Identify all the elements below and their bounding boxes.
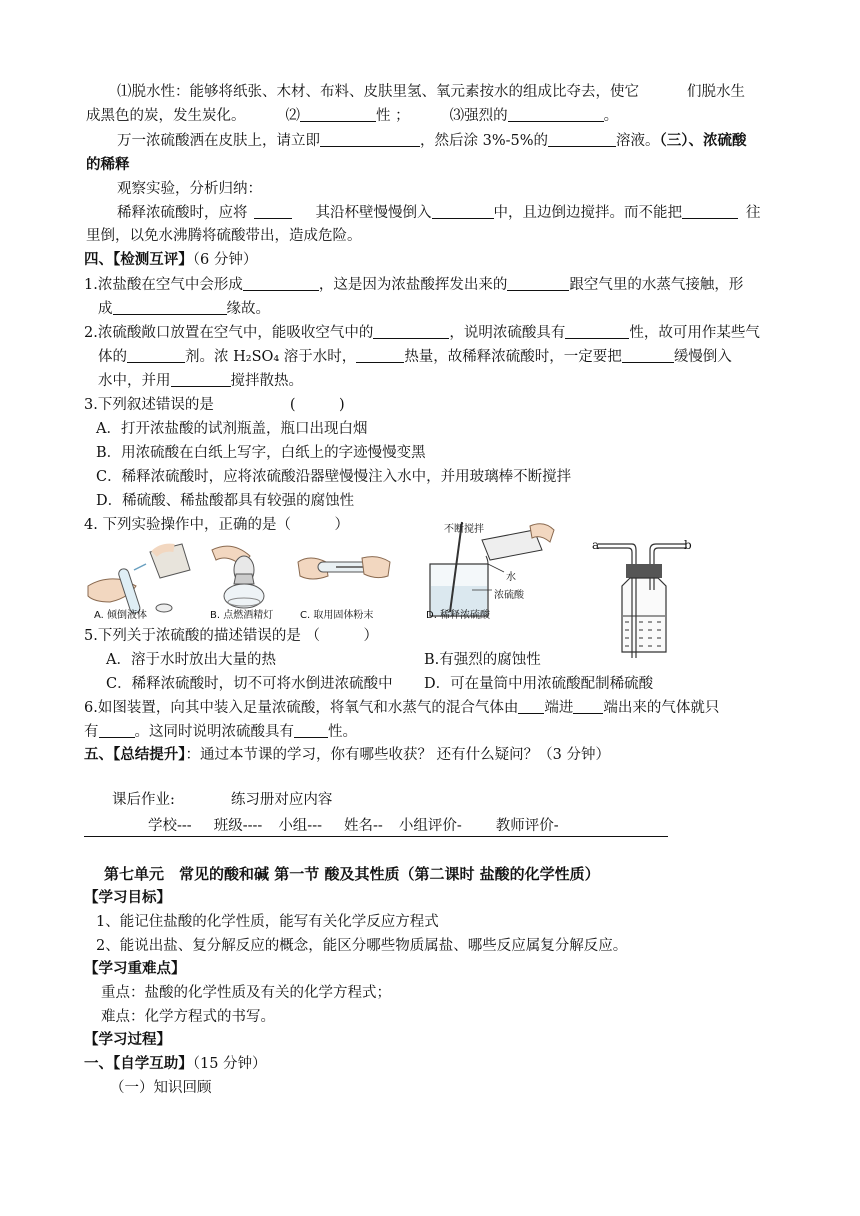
q5-option-a: A．溶于水时放出大量的热 (106, 652, 276, 668)
q1-text-5: 缘故。 (226, 301, 270, 317)
q2-blank-5[interactable] (622, 347, 674, 363)
figure-d-stir-label: 不断搅拌 (444, 524, 484, 535)
q2-text-4: 体的 (98, 349, 127, 365)
learning-goals-heading: 【学习目标】 (84, 890, 171, 906)
learning-goal-2: 2、能说出盐、复分解反应的概念，能区分哪些物质属盐、哪些反应属复分解反应。 (96, 938, 628, 954)
dilution-text-4: 往 (746, 205, 761, 221)
q1-blank-1[interactable] (243, 275, 319, 291)
question-4: 4. 下列实验操作中，正确的是（ ） (84, 517, 349, 533)
q2-blank-2[interactable] (565, 323, 629, 339)
self-study-title: 一、【自学互助】 (84, 1056, 193, 1072)
self-study-time: （15 分钟） (192, 1056, 267, 1072)
q2-blank-3[interactable] (127, 347, 185, 363)
q2-text-5: 剂。浓 H₂SO₄ 溶于水时， (185, 349, 357, 365)
figure-b-label: B. 点燃酒精灯 (210, 610, 274, 621)
q2-text-3: 性，故可用作某些气 (629, 325, 760, 341)
q6-blank-4[interactable] (294, 722, 328, 738)
carbonization-text: 成黑色的炭，发生炭化。 (86, 108, 246, 124)
dilution-line (117, 203, 761, 223)
q6-text-5: 。这同时说明浓硫酸具有 (134, 724, 294, 740)
question-1-line-2 (98, 299, 270, 319)
section5-heading (84, 745, 610, 765)
q5-option-d: D．可在量筒中用浓硫酸配制稀硫酸 (424, 676, 654, 692)
section5-text: ：通过本节课的学习，你有哪些收获？ 还有什么疑问？（3 分钟） (185, 747, 610, 763)
q1-blank-2[interactable] (507, 275, 569, 291)
dilution-text: 稀释浓硫酸时，应将 (117, 205, 248, 221)
blank-property-2[interactable] (300, 106, 376, 122)
q2-text-6: 热量，故稀释浓硫酸时，一定要把 (404, 349, 622, 365)
figure-d-water-label: 水 (506, 572, 516, 583)
section4-heading (84, 250, 257, 270)
question-3 (84, 395, 345, 415)
lesson2-title: 第七单元 常见的酸和碱 第一节 酸及其性质（第二课时 盐酸的化学性质） (104, 865, 600, 883)
q1-text-4: 成 (98, 301, 113, 317)
dilution-text-2: 其沿杯壁慢慢倒入 (315, 205, 432, 221)
homework-line (112, 790, 332, 810)
item2-text: 性 ； (376, 108, 410, 124)
q1-text-2: ，这是因为浓盐酸挥发出来的 (318, 277, 508, 293)
q1-blank-3[interactable] (113, 299, 227, 315)
q6-text-6: 性。 (328, 724, 357, 740)
figure-diluting-acid (422, 520, 572, 620)
figure-lighting-lamp (202, 540, 292, 612)
eval-school: 学校--- (148, 818, 192, 834)
apparatus-label-a: a (592, 538, 600, 552)
q3-answer-paren[interactable]: ( ) (289, 397, 345, 413)
q6-text: 6.如图装置，向其中装入足量浓硫酸，将氧气和水蒸气的混合气体由 (84, 700, 519, 716)
figure-a-label: A. 倾倒液体 (94, 610, 148, 621)
homework-label: 课后作业: (112, 792, 175, 808)
q2-text-2: ，说明浓硫酸具有 (449, 325, 566, 341)
item2-marker: ⑵ (285, 108, 300, 124)
eval-class: 班级---- (213, 818, 263, 834)
homework-content: 练习册对应内容 (230, 792, 333, 808)
eval-teacher-review: 教师评价- (495, 818, 559, 834)
q2-text-8: 水中，并用 (98, 373, 171, 389)
question-2-line-1 (84, 323, 760, 343)
item3-end: 。 (603, 108, 619, 124)
eval-group-review: 小组评价- (398, 818, 462, 834)
dehydration-text: ⑴脱水性：能够将纸张、木材、布料、皮肤里氢、氧元素按水的组成比夺去，使它 (117, 84, 639, 100)
learning-process-heading: 【学习过程】 (84, 1032, 171, 1048)
first-aid-text: 万一浓硫酸洒在皮肤上，请立即 (117, 133, 320, 149)
q2-blank-6[interactable] (171, 371, 231, 387)
divider (84, 836, 668, 837)
blank-property-3[interactable] (508, 106, 604, 122)
dehydration-line-2 (86, 106, 618, 126)
solution-text: 溶液。 (616, 133, 660, 149)
blank-first-aid[interactable] (320, 131, 420, 147)
figure-d-label: D. 稀释浓硫酸 (426, 610, 491, 621)
eval-group: 小组--- (278, 818, 323, 834)
question-5: 5.下列关于浓硫酸的描述错误的是 （ ） (84, 628, 378, 644)
evaluation-line (148, 816, 559, 836)
blank-solution[interactable] (548, 131, 616, 147)
apparatus-label-b: b (684, 538, 692, 552)
q6-blank-2[interactable] (573, 698, 603, 714)
q2-text-7: 缓慢倒入 (673, 349, 732, 365)
q1-text-3: 跟空气里的水蒸气接触，形 (569, 277, 744, 293)
question-6-line-2 (84, 722, 357, 742)
section5-title: 五、【总结提升】 (84, 747, 186, 763)
q3-option-d: D．稀硫酸、稀盐酸都具有较强的腐蚀性 (96, 493, 355, 509)
figure-c-label: C. 取用固体粉末 (300, 610, 374, 621)
section4-title: 四、【检测互评】 (84, 252, 193, 268)
first-aid-text-2: ，然后涂 3%-5%的 (420, 133, 549, 149)
figure-d-acid-label: 浓硫酸 (494, 590, 524, 601)
dehydration-text-end: 们脱水生 (687, 84, 745, 100)
q6-text-4: 有 (84, 724, 99, 740)
dilution-text-3: 中，且边倒边搅拌。而不能把 (493, 205, 682, 221)
q6-blank-3[interactable] (99, 722, 135, 738)
blank-dilution-3[interactable] (682, 203, 738, 219)
subsection-dilution-heading-end: 的稀释 (86, 157, 130, 173)
q3-option-c: C．稀释浓硫酸时，应将浓硫酸沿器壁慢慢注入水中，并用玻璃棒不断搅拌 (96, 469, 572, 485)
q6-blank-1[interactable] (518, 698, 544, 714)
item3-text: ⑶强烈的 (449, 108, 508, 124)
key-points-heading: 【学习重难点】 (84, 961, 186, 977)
question-2-line-2 (98, 347, 732, 367)
knowledge-review: （一）知识回顾 (110, 1080, 212, 1096)
section4-time: （6 分钟） (192, 252, 258, 268)
blank-dilution-2[interactable] (432, 203, 494, 219)
q2-blank-1[interactable] (373, 323, 449, 339)
skin-first-aid-line (117, 131, 747, 151)
figure-solid-powder (296, 540, 396, 612)
q3-option-b: B．用浓硫酸在白纸上写字，白纸上的字迹慢慢变黑 (96, 445, 426, 461)
q3-option-a: A．打开浓盐酸的试剂瓶盖，瓶口出现白烟 (96, 421, 368, 437)
q5-option-c: C．稀释浓硫酸时，切不可将水倒进浓硫酸中 (106, 676, 393, 692)
question-6-line-1 (84, 698, 719, 718)
subsection-dilution-heading: （三）、浓硫酸 (659, 133, 747, 149)
dilution-warning: 里倒，以免水沸腾将硫酸带出，造成危险。 (86, 228, 362, 244)
difficulty-point: 难点：化学方程式的书写。 (101, 1009, 275, 1025)
q2-text: 2.浓硫酸敞口放置在空气中，能吸收空气中的 (84, 325, 374, 341)
question-1-line-1 (84, 275, 743, 295)
blank-dilution-1[interactable] (254, 203, 292, 219)
q2-blank-4[interactable] (356, 347, 404, 363)
self-study-heading (84, 1054, 267, 1074)
q2-text-9: 搅拌散热。 (230, 373, 303, 389)
q5-option-b: B.有强烈的腐蚀性 (424, 652, 541, 668)
eval-name: 姓名-- (344, 818, 383, 834)
key-point: 重点：盐酸的化学性质及有关的化学方程式； (101, 985, 391, 1001)
question-2-line-3 (98, 371, 303, 391)
learning-goal-1: 1、能记住盐酸的化学性质，能写有关化学反应方程式 (96, 914, 439, 930)
q1-text: 1.浓盐酸在空气中会形成 (84, 277, 243, 293)
observe-instruction: 观察实验，分析归纳： (117, 181, 262, 197)
dehydration-line-1 (117, 82, 745, 102)
q6-text-3: 端出来的气体就只 (603, 700, 720, 716)
q6-text-2: 端进 (544, 700, 574, 716)
q3-text: 3.下列叙述错误的是 (84, 397, 214, 413)
